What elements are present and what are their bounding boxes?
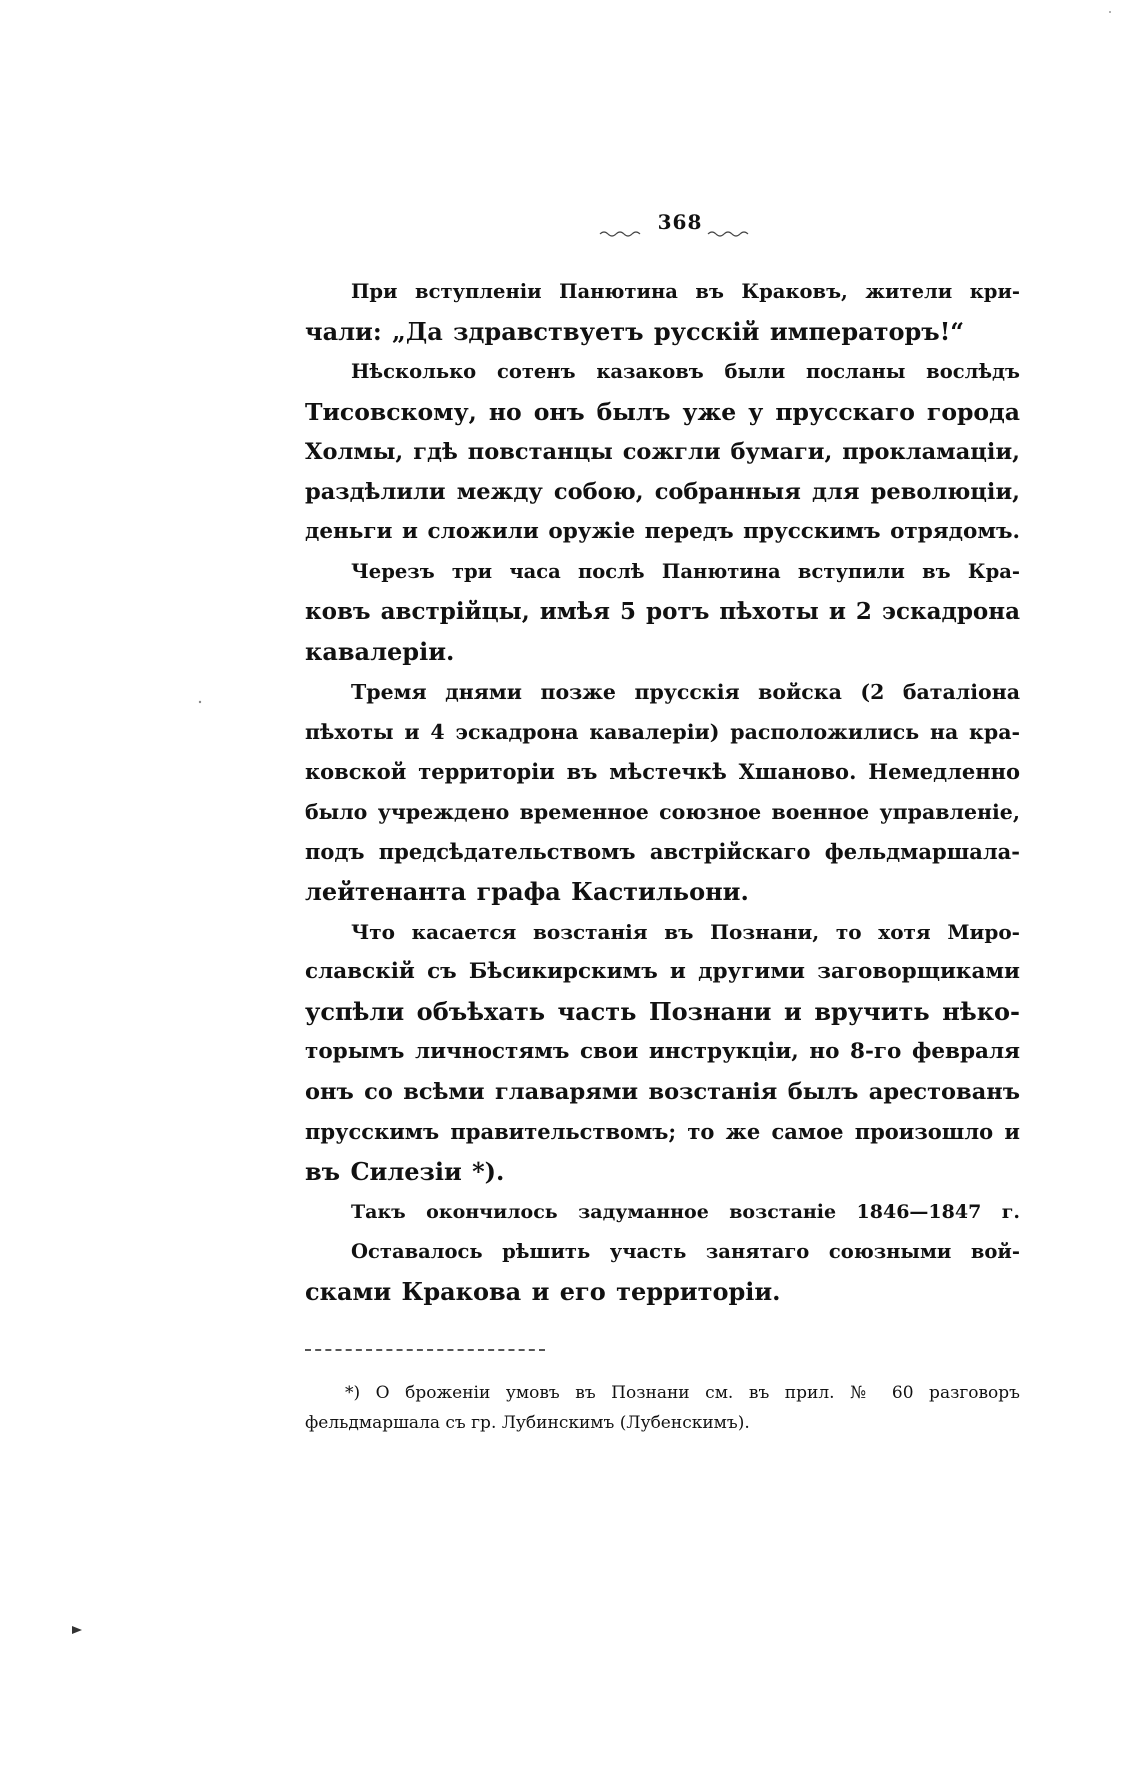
text-line: Тремя днями позже прусскія войска (2 баталіона [351,680,1020,704]
footnote-line: *) О броженіи умовъ въ Познани см. въ прил. № 60 разговоръ [345,1383,1020,1403]
text-line: онъ со всѣми главарями возстанія былъ арестованъ [305,1079,1020,1105]
text-line: подъ предсѣдательствомъ австрійскаго фельдмаршала- [305,839,1020,864]
text-line: ковъ австрійцы, имѣя 5 ротъ пѣхоты и 2 эскадрона [305,598,1020,625]
text-line: Холмы, гдѣ повстанцы сожгли бумаги, прокламаціи, [305,439,1020,465]
text-line: славскій съ Бѣсикирскимъ и другими заговорщиками [305,959,1020,984]
text-line: чали: „Да здравствуетъ русскій императоръ!“ [305,317,965,346]
arrow-mark-icon [72,1626,82,1634]
text-line: сками Кракова и его территоріи. [305,1277,781,1306]
text-line: Тисовскому, но онъ былъ уже у прусскаго города [305,398,1020,426]
speck-mark [199,701,201,703]
text-line: въ Силезіи *). [305,1157,505,1186]
text-line: Что касается возстанія въ Познани, то хотя Миро- [351,920,1020,944]
text-line: Нѣсколько сотенъ казаковъ были посланы вослѣдъ [351,360,1020,383]
text-line: Черезъ три часа послѣ Панютина вступили въ Кра- [351,560,1020,583]
text-line: торымъ личностямъ свои инструкціи, но 8-го февраля [305,1039,1020,1064]
text-line: раздѣлили между собою, собранныя для революціи, [305,479,1020,505]
text-line: пѣхоты и 4 эскадрона кавалеріи) расположились на кра- [305,720,1020,744]
footnote-line: фельдмаршала съ гр. Лубинскимъ (Лубенскимъ). [305,1413,750,1433]
text-line: кавалеріи. [305,637,455,666]
text-line: было учреждено временное союзное военное управленіе, [305,800,1020,824]
text-line: деньги и сложили оружіе передъ прусскимъ отрядомъ. [305,519,1020,544]
text-line: лейтенанта графа Кастильони. [305,877,749,906]
text-line: Такъ окончилось задуманное возстаніе 1846—1847 г. [351,1201,1020,1223]
text-line: ковской территоріи въ мѣстечкѣ Хшаново. Немедленно [305,759,1020,784]
text-line: успѣли объѣхать часть Познани и вручить нѣко- [305,997,1020,1026]
speck-mark [1109,11,1111,13]
text-line: прусскимъ правительствомъ; то же самое произошло и [305,1119,1020,1144]
text-line: При вступленіи Панютина въ Краковъ, жители кри- [351,280,1020,303]
text-line: Оставалось рѣшить участь занятаго союзными вой- [351,1240,1020,1263]
page-number: 368 [657,210,703,234]
